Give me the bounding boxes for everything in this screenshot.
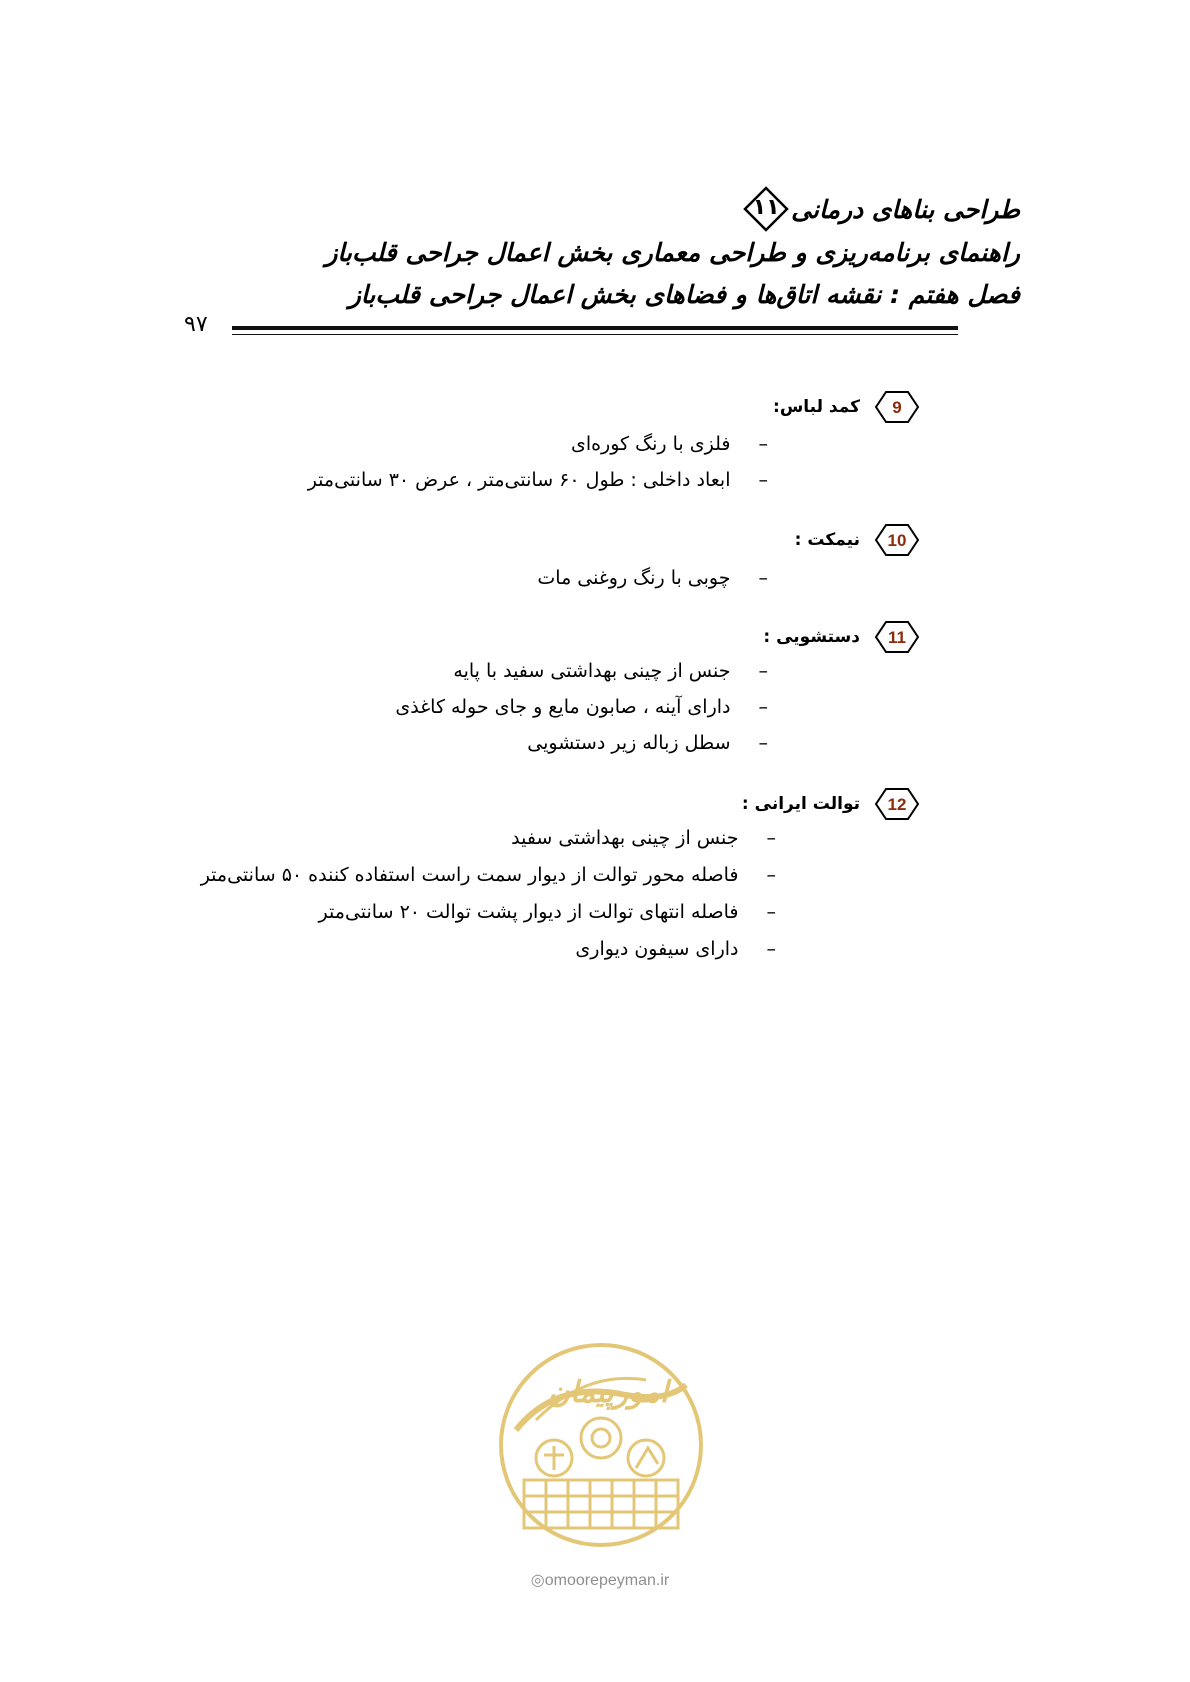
hexagon-number-badge: 10 — [874, 523, 920, 557]
hexagon-number-badge: 12 — [874, 787, 920, 821]
book-title: طراحی بناهای درمانی — [791, 194, 1020, 224]
list-item: – جنس از چینی بهداشتی سفید — [511, 827, 776, 849]
list-item: – چوبی با رنگ روغنی مات — [537, 567, 768, 589]
section-10-heading — [795, 523, 920, 557]
chapter-title: فصل هفتم : نقشه اتاق‌ها و فضاهای بخش اعمال جراحی قلب‌باز — [348, 280, 1020, 309]
list-item: – فلزی با رنگ کوره‌ای — [570, 433, 768, 455]
hexagon-number-badge: 9 — [874, 390, 920, 424]
header-rule-thick — [232, 326, 958, 330]
section-11-heading — [763, 620, 920, 654]
hexagon-number-badge: 11 — [874, 620, 920, 654]
list-item: – فاصله انتهای توالت از دیوار پشت توالت ۲۰ سانتی‌متر — [318, 901, 776, 923]
list-item: – ابعاد داخلی : طول ۶۰ سانتی‌متر ، عرض ۳۰ سانتی‌متر — [307, 469, 768, 491]
book-subtitle: راهنمای برنامه‌ریزی و طراحی معماری بخش اعمال جراحی قلب‌باز — [325, 238, 1020, 267]
globe-icon: ◎ — [530, 1572, 545, 1589]
list-item: – دارای سیفون دیواری — [575, 938, 776, 960]
page-number: ۹۷ — [184, 312, 208, 337]
section-title: توالت ایرانی : — [741, 794, 860, 814]
section-9-heading — [773, 390, 920, 424]
header-rule-thin — [232, 334, 958, 335]
book-title-line — [743, 186, 1020, 232]
section-12-heading — [742, 787, 920, 821]
section-title: دستشویی : — [763, 627, 860, 647]
svg-text:امورپیمان: امورپیمان — [547, 1375, 669, 1410]
list-item: – سطل زباله زیر دستشویی — [527, 732, 768, 754]
volume-number: ۱۱ — [752, 195, 780, 220]
list-item: – جنس از چینی بهداشتی سفید با پایه — [453, 660, 768, 682]
list-item: – فاصله محور توالت از دیوار سمت راست استفاده کننده ۵۰ سانتی‌متر — [200, 864, 776, 886]
section-title: کمد لباس: — [773, 397, 860, 417]
list-item: – دارای آینه ، صابون مایع و جای حوله کاغذی — [395, 696, 768, 718]
section-title: نیمکت : — [794, 530, 860, 550]
website-watermark: ◎omoorepeyman.ir — [530, 1572, 670, 1589]
omoorepeyman-logo — [496, 1340, 706, 1550]
volume-diamond — [743, 186, 789, 232]
